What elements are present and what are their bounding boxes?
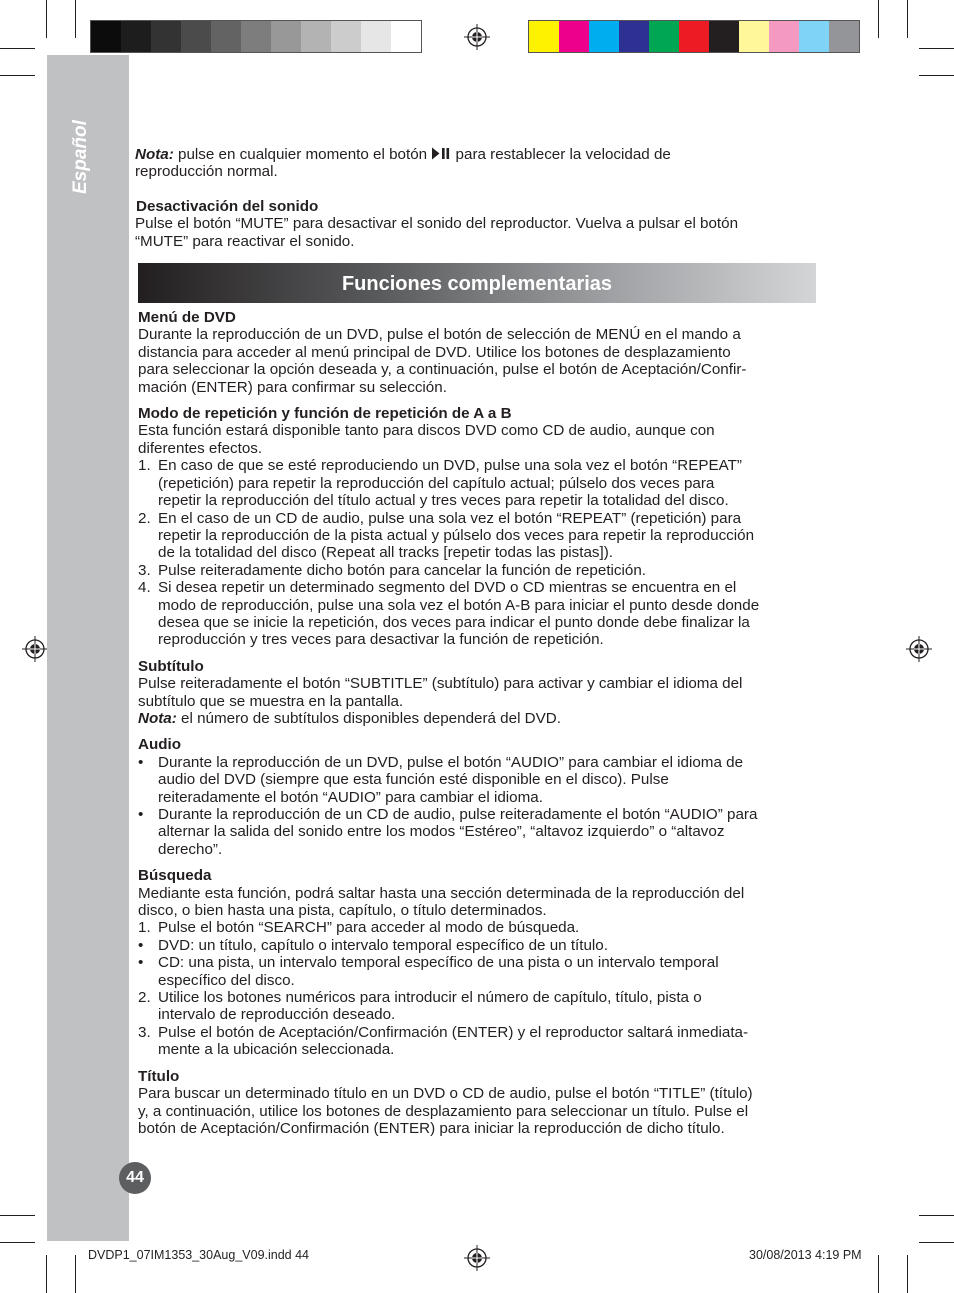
text-line: Pulse el botón “SEARCH” para acceder al modo de búsqueda. bbox=[158, 919, 580, 937]
text-line: Mediante esta función, podrá saltar hasta una sección determinada de la reproducción del bbox=[138, 884, 745, 902]
text-line: audio del DVD (siempre que esta función esté disponible en el disco). Pulse bbox=[158, 771, 669, 789]
section-heading: Menú de DVD bbox=[138, 309, 236, 327]
color-swatch bbox=[589, 21, 619, 52]
text-line: modo de reproducción, pulse una sola vez el botón A-B para iniciar el punto desde donde bbox=[158, 596, 760, 614]
color-swatch bbox=[181, 21, 211, 52]
list-item bbox=[138, 919, 820, 936]
text-line: diferentes efectos. bbox=[138, 439, 263, 457]
color-swatch bbox=[619, 21, 649, 52]
subtitle-note: Nota: el número de subtítulos disponibles dependerá del DVD. bbox=[138, 709, 561, 727]
text-line: En caso de que se esté reproduciendo un DVD, pulse una sola vez el botón “REPEAT” bbox=[158, 457, 742, 475]
color-swatch bbox=[709, 21, 739, 52]
title-section bbox=[138, 1068, 820, 1138]
main-content bbox=[135, 146, 820, 1137]
text-line: “MUTE” para reactivar el sonido. bbox=[135, 232, 355, 250]
crop-mark bbox=[0, 1215, 35, 1216]
color-swatch bbox=[361, 21, 391, 52]
text-line: reproducción y tres veces para desactivar la función de repetición. bbox=[158, 631, 604, 649]
list-item bbox=[138, 806, 820, 858]
color-swatch bbox=[121, 21, 151, 52]
section-heading: Audio bbox=[138, 736, 182, 754]
registration-mark-icon bbox=[22, 636, 48, 662]
menu-section bbox=[138, 309, 820, 396]
mute-section bbox=[135, 198, 820, 250]
text-line: específico del disco. bbox=[158, 971, 295, 989]
crop-mark bbox=[919, 1215, 954, 1216]
search-section bbox=[138, 867, 820, 1058]
text-line: Utilice los botones numéricos para introducir el número de capítulo, título, pista o bbox=[158, 989, 702, 1007]
crop-mark bbox=[919, 1242, 954, 1243]
text-line: derecho”. bbox=[158, 840, 223, 858]
text-line: y, a continuación, utilice los botones de desplazamiento para seleccionar un título. Pulse el bbox=[138, 1102, 749, 1120]
text-line: Durante la reproducción de un DVD, pulse el botón “AUDIO” para cambiar el idioma de bbox=[158, 753, 744, 771]
footer-date: 30/08/2013 4:19 PM bbox=[749, 1248, 862, 1262]
crop-mark bbox=[907, 1255, 908, 1293]
list-item bbox=[138, 754, 820, 806]
sidebar-band bbox=[47, 55, 129, 1241]
crop-mark bbox=[919, 75, 954, 76]
list-marker: 2. bbox=[138, 509, 151, 527]
section-banner: Funciones complementarias bbox=[138, 263, 816, 303]
color-swatch bbox=[151, 21, 181, 52]
text-line: Pulse el botón “MUTE” para desactivar el sonido del reproductor. Vuelva a pulsar el botón bbox=[135, 215, 739, 233]
text-line: subtítulo que se muestra en la pantalla. bbox=[138, 692, 404, 710]
text-line: CD: una pista, un intervalo temporal específico de una pista o un intervalo temporal bbox=[158, 954, 719, 972]
color-swatch bbox=[559, 21, 589, 52]
subtitle-section bbox=[138, 658, 820, 728]
play-pause-icon bbox=[431, 147, 451, 160]
repeat-section bbox=[138, 405, 820, 649]
text-line: alternar la salida del sonido entre los modos “Estéreo”, “altavoz izquierdo” o “altavoz bbox=[158, 823, 725, 841]
list-marker: 2. bbox=[138, 989, 151, 1007]
text-line: repetir la reproducción del título actual y tres veces para repetir la totalidad del disco. bbox=[158, 492, 729, 510]
color-swatch bbox=[529, 21, 559, 52]
list-marker: • bbox=[138, 954, 144, 972]
text-line: Pulse reiteradamente dicho botón para cancelar la función de repetición. bbox=[158, 561, 646, 579]
list-item bbox=[138, 954, 820, 989]
text-line: intervalo de reproducción deseado. bbox=[158, 1006, 396, 1024]
color-swatch bbox=[331, 21, 361, 52]
list-marker: • bbox=[138, 806, 144, 823]
crop-mark bbox=[46, 0, 47, 38]
crop-mark bbox=[878, 0, 879, 38]
text-line: Esta función estará disponible tanto para discos DVD como CD de audio, aunque con bbox=[138, 422, 715, 440]
footer-filename: DVDP1_07IM1353_30Aug_V09.indd 44 bbox=[88, 1248, 310, 1262]
section-heading: Subtítulo bbox=[138, 657, 204, 675]
color-swatch bbox=[799, 21, 829, 52]
registration-mark-icon bbox=[464, 1245, 490, 1271]
color-swatch bbox=[91, 21, 121, 52]
section-heading: Título bbox=[138, 1067, 180, 1085]
text-line: para seleccionar la opción deseada y, a continuación, pulse el botón de Aceptación/Confir- bbox=[138, 361, 747, 379]
text-line: mente a la ubicación seleccionada. bbox=[158, 1041, 395, 1059]
color-swatch bbox=[271, 21, 301, 52]
text-line: Pulse reiteradamente el botón “SUBTITLE” (subtítulo) para activar y cambiar el idioma del bbox=[138, 675, 743, 693]
list-item bbox=[138, 989, 820, 1024]
crop-mark bbox=[0, 1242, 35, 1243]
text-line: Para buscar un determinado título en un DVD o CD de audio, pulse el botón “TITLE” (título) bbox=[138, 1085, 753, 1103]
audio-section bbox=[138, 736, 820, 858]
list-marker: • bbox=[138, 936, 144, 954]
list-marker: 3. bbox=[138, 561, 151, 579]
list-item bbox=[138, 937, 820, 954]
list-marker: 1. bbox=[138, 457, 151, 475]
registration-mark-icon bbox=[906, 636, 932, 662]
text-line: botón de Aceptación/Confirmación (ENTER) para iniciar la reproducción de dicho título. bbox=[138, 1119, 725, 1137]
text-line: Durante la reproducción de un CD de audio, pulse reiteradamente el botón “AUDIO” para bbox=[158, 806, 758, 823]
list-item bbox=[138, 510, 820, 562]
page-number: 44 bbox=[119, 1162, 151, 1194]
text-line: reiteradamente el botón “AUDIO” para cambiar el idioma. bbox=[158, 788, 543, 806]
text-line: Pulse el botón de Aceptación/Confirmación (ENTER) y el reproductor saltará inmediata- bbox=[158, 1023, 749, 1041]
section-heading: Búsqueda bbox=[138, 867, 212, 885]
crop-mark bbox=[75, 0, 76, 38]
list-item bbox=[138, 562, 820, 579]
color-swatch bbox=[679, 21, 709, 52]
color-swatch bbox=[739, 21, 769, 52]
crop-mark bbox=[919, 48, 954, 49]
registration-mark-icon bbox=[464, 24, 490, 50]
text-line: Si desea repetir un determinado segmento del DVD o CD mientras se encuentra en el bbox=[158, 579, 737, 597]
color-swatch bbox=[649, 21, 679, 52]
color-swatch bbox=[391, 21, 421, 52]
text-line: repetir la reproducción de la pista actual y púlselo dos veces para repetir la reproducción bbox=[158, 526, 755, 544]
list-item bbox=[138, 1024, 820, 1059]
list-marker: 1. bbox=[138, 919, 151, 937]
list-marker: 4. bbox=[138, 579, 151, 597]
crop-mark bbox=[878, 1255, 879, 1293]
language-label: Español bbox=[70, 120, 91, 194]
text-line: DVD: un título, capítulo o intervalo temporal específico de un título. bbox=[158, 936, 608, 954]
note-playback-speed: Nota: pulse en cualquier momento el botón para restablecer la velocidad de reproducción normal. bbox=[135, 146, 671, 181]
text-line: En el caso de un CD de audio, pulse una sola vez el botón “REPEAT” (repetición) para bbox=[158, 509, 742, 527]
list-item bbox=[138, 579, 820, 649]
color-swatch bbox=[241, 21, 271, 52]
text-line: distancia para acceder al menú principal de DVD. Utilice los botones de desplazamiento bbox=[138, 343, 731, 361]
text-line: Durante la reproducción de un DVD, pulse el botón de selección de MENÚ en el mando a bbox=[138, 326, 741, 344]
text-line: de la totalidad del disco (Repeat all tracks [repetir todas las pistas]). bbox=[158, 544, 614, 562]
list-marker: • bbox=[138, 753, 144, 771]
grayscale-color-bar bbox=[90, 20, 422, 53]
crop-mark bbox=[0, 75, 35, 76]
list-marker: 3. bbox=[138, 1023, 151, 1041]
crop-mark bbox=[46, 1255, 47, 1293]
section-heading: Desactivación del sonido bbox=[136, 197, 319, 215]
color-swatch bbox=[769, 21, 799, 52]
process-color-bar bbox=[528, 20, 860, 53]
color-swatch bbox=[211, 21, 241, 52]
color-swatch bbox=[829, 21, 859, 52]
section-heading: Modo de repetición y función de repetición de A a B bbox=[138, 405, 512, 423]
crop-mark bbox=[907, 0, 908, 38]
color-swatch bbox=[301, 21, 331, 52]
crop-mark bbox=[0, 48, 35, 49]
text-line: mación (ENTER) para confirmar su selección. bbox=[138, 378, 447, 396]
text-line: disco, o bien hasta una pista, capítulo, o título determinados. bbox=[138, 902, 547, 920]
list-item bbox=[138, 457, 820, 509]
crop-mark bbox=[75, 1255, 76, 1293]
text-line: desea que se inicie la repetición, dos veces para indicar el punto donde debe finalizar la bbox=[158, 613, 750, 631]
text-line: (repetición) para repetir la reproducción del capítulo actual; púlselo dos veces para bbox=[158, 474, 715, 492]
